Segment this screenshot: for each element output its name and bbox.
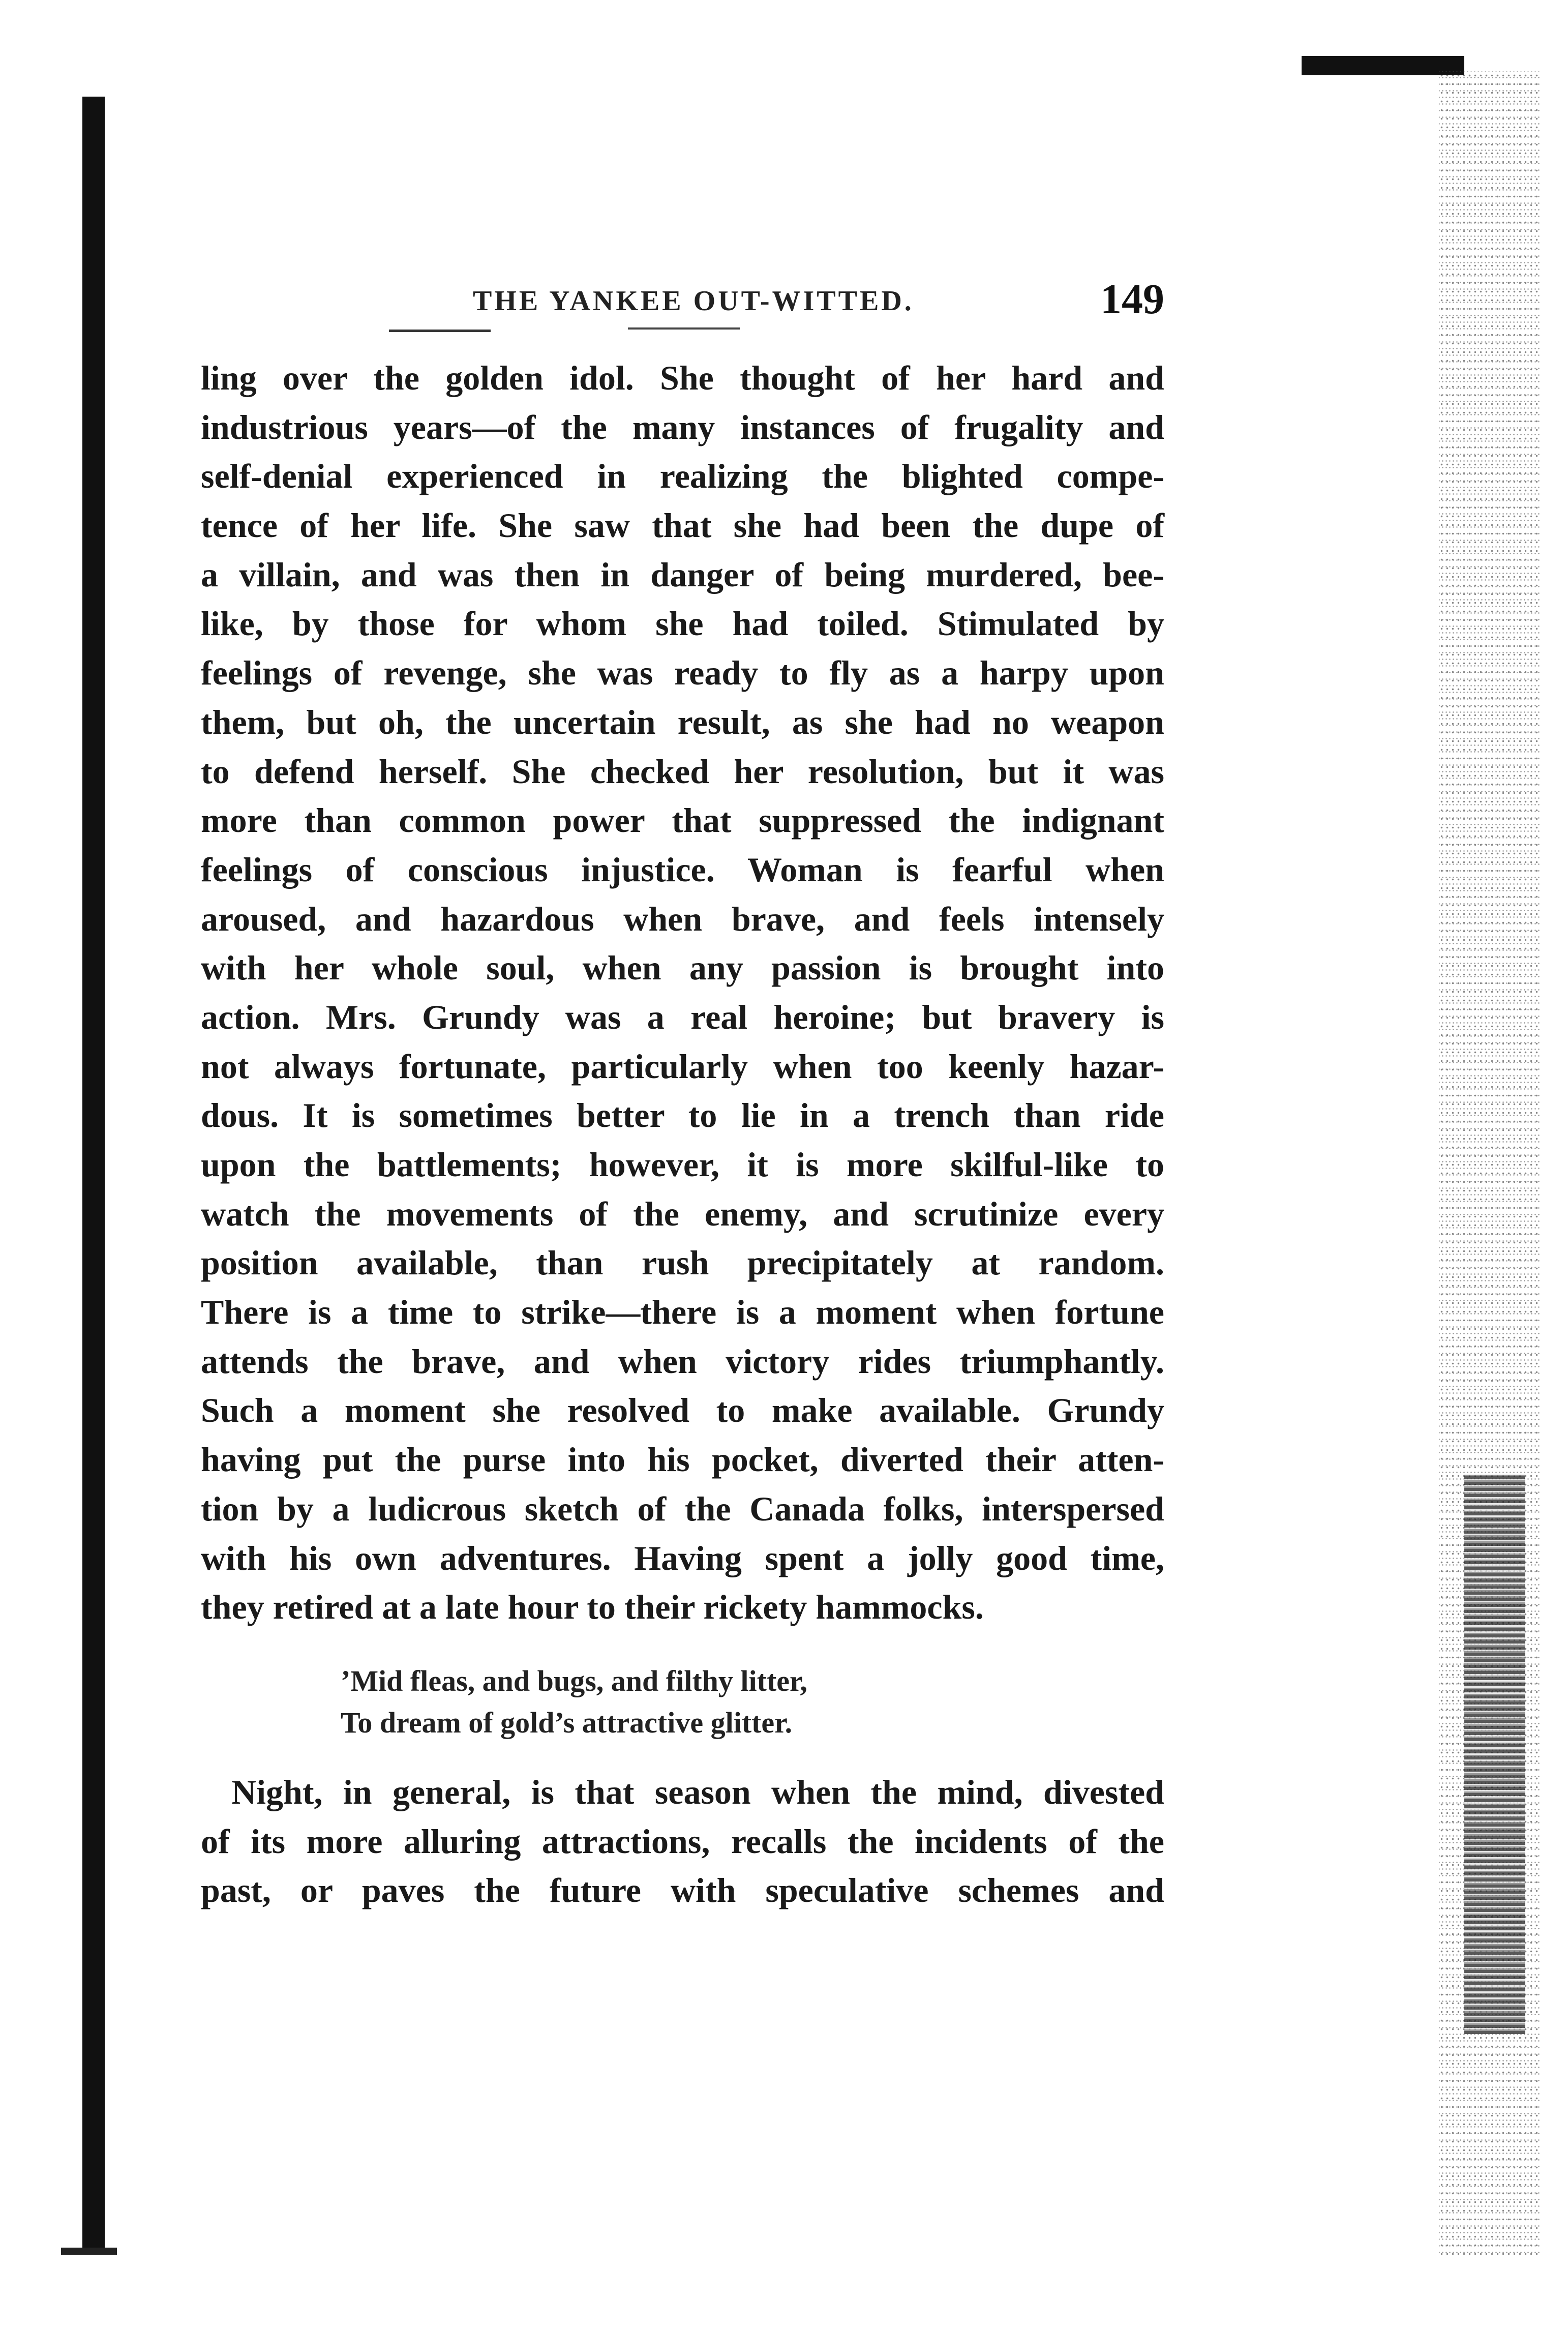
- text-line: self-denial experienced in realizing the blighted compe-: [201, 457, 1164, 496]
- text-line: position available, than rush precipitately at random.: [201, 1243, 1164, 1282]
- text-line: having put the purse into his pocket, diverted their atten-: [201, 1440, 1164, 1479]
- text-line: Such a moment she resolved to make available. Grundy: [201, 1391, 1164, 1430]
- text-line: upon the battlements; however, it is more skilful-like to: [201, 1145, 1164, 1184]
- text-line: There is a time to strike—there is a moment when fortune: [201, 1293, 1164, 1332]
- verse-line: ’Mid fleas, and bugs, and filthy litter,: [341, 1664, 807, 1697]
- verse-line: To dream of gold’s attractive glitter.: [341, 1706, 793, 1739]
- text-line: aroused, and hazardous when brave, and feels intensely: [201, 899, 1164, 938]
- text-line: a villain, and was then in danger of being murdered, bee-: [201, 555, 1164, 594]
- text-line: to defend herself. She checked her resolution, but it was: [201, 752, 1164, 791]
- text-line: not always fortunate, particularly when too keenly hazar-: [201, 1047, 1164, 1086]
- verse-couplet: [341, 1660, 1052, 1744]
- scan-binding-shadow: [82, 97, 105, 2253]
- text-line: of its more alluring attractions, recalls the incidents of the: [201, 1821, 1164, 1861]
- text-line: more than common power that suppressed the indignant: [201, 801, 1164, 840]
- text-line: with her whole soul, when any passion is brought into: [201, 948, 1164, 988]
- running-header: [201, 275, 1164, 331]
- text-line: feelings of conscious injustice. Woman is fearful when: [201, 850, 1164, 889]
- scan-binding-foot: [61, 2248, 117, 2255]
- text-line: tence of her life. She saw that she had been the dupe of: [201, 506, 1164, 545]
- text-line: past, or paves the future with speculative schemes and: [201, 1871, 1164, 1910]
- running-title: THE YANKEE OUT-WITTED.: [473, 285, 914, 317]
- paragraph-1: [201, 353, 1164, 1632]
- scan-page-edge-dark: [1464, 1475, 1525, 2034]
- header-rule-left: [389, 330, 491, 332]
- text-line: with his own adventures. Having spent a jolly good time,: [201, 1538, 1164, 1577]
- page-number: 149: [1100, 276, 1164, 323]
- text-line: Night, in general, is that season when the mind, divested: [231, 1773, 1164, 1811]
- text-line: feelings of revenge, she was ready to fly as a harpy upon: [201, 653, 1164, 693]
- text-line: tion by a ludicrous sketch of the Canada folks, interspersed: [201, 1489, 1164, 1528]
- text-line: action. Mrs. Grundy was a real heroine; but bravery is: [201, 997, 1164, 1036]
- header-rule-right: [628, 327, 740, 330]
- text-line: ling over the golden idol. She thought of her hard and: [201, 359, 1164, 397]
- text-line: like, by those for whom she had toiled. Stimulated by: [201, 604, 1164, 643]
- text-line: they retired at a late hour to their rickety hammocks.: [201, 1588, 984, 1627]
- text-line: them, but oh, the uncertain result, as she had no weapon: [201, 702, 1164, 741]
- text-line: watch the movements of the enemy, and scrutinize every: [201, 1194, 1164, 1233]
- text-line: dous. It is sometimes better to lie in a trench than ride: [201, 1096, 1164, 1135]
- text-line: attends the brave, and when victory rides triumphantly.: [201, 1341, 1164, 1381]
- paragraph-2: [201, 1768, 1164, 1915]
- text-line: industrious years—of the many instances of frugality and: [201, 407, 1164, 446]
